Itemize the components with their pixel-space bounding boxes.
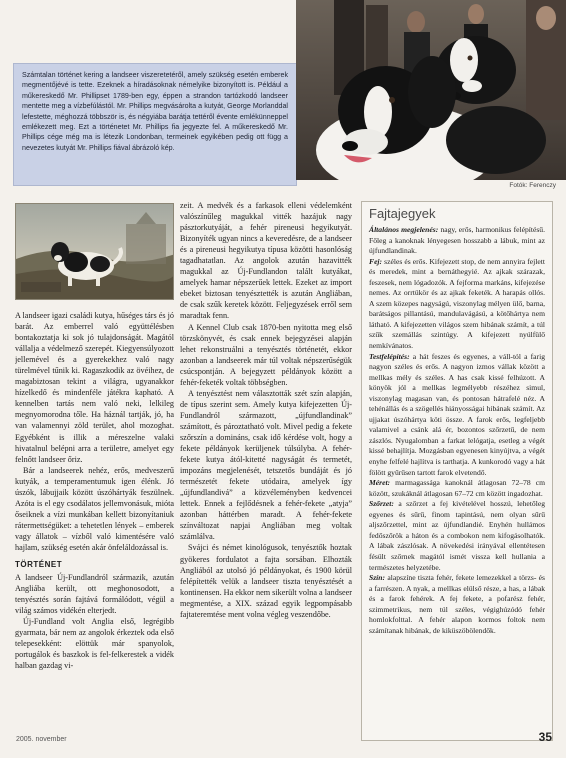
page-number: 35	[538, 730, 552, 744]
standard-text: széles és erős. Kifejezett stop, de nem annyira fejlett és meredek, mint a bernáthegyié. Az ajkak szárazak, feszesek, nem lógadozók. A fejforma markáns, kifejezése nemes. Az orrtükör és az ajkak feketék. A harapás ollós. A szem közepes nagyságú, viszonylag mélyen ülő, barna, barátságos pillantású, mandulavágású, a kötőhártya nem látható. A kifejezetten világos szem hibának számít, a túl szűk szemállás szintúgy. A kifejezett nyúlfülő nemkívánatos.	[369, 256, 545, 351]
standard-item	[369, 478, 545, 499]
issue-date: 2005. november	[16, 736, 67, 743]
paragraph: Svájci és német kinológusok, tenyésztők hoztak gyökeres fordulatot a fajta sorsában. Elhozták Angliából az utolsó jó példányokat, és 1900 körül felépítették velük a landseer tiszta tenyésztését a kontinensen. Ha ekkor nem sikerült volna a landseer megmentése, a XIX. század egyik legpompásabb fajtateremtése ment volna végleg veszendőbe.	[180, 543, 352, 619]
standard-item	[369, 499, 545, 573]
standard-text: alapszíne tiszta fehér, fekete lemezekkel a törzs- és a farrészen. A nyak, a mellkas elülső része, a has, a lábak és a farok fehérek. A fej fekete, a pofarész fehér, szimmetrikus, nem túl széles, végighúzódó fehér homlokfolttal. A fehér alapon kormos foltok nem számítanak hibának, de kiküszöbölendők.	[369, 573, 545, 635]
section-heading-history: TÖRTÉNET	[15, 560, 63, 570]
standard-item	[369, 225, 545, 257]
standard-text: a hát feszes és egyenes, a váll-tól a farig nagyon széles és erős. A nagyon izmos vállak között a mellkas mély és széles. A has csak kissé felhúzott. A könyök jól a mellkas legmélyebb részéhez simul, viszonylag magasan van, és pontosan hátrafelé néz. A tehénállás és a szögellés hiányosságai hibának számít. Az ujjakat úszóhártya köti össze. A farok erős, legfeljebb valamivel a csánk alá ér, bozontos szőrzetű, de nem zászlós. Nyugalomban a farkat lelógatja, esetleg a végét kissé behajlítja. Mozgásban egyenesen kinyújtva, a végét enyhe felfelé hajlítva is tarthatja. A kunkorodó vagy a hát fölött gyűrűsen tartott farok elvetendő.	[369, 351, 545, 477]
intro-box	[13, 63, 297, 186]
standard-text: a szőrzet a fej kivételével hosszú, lehetőleg egyenes és sűrű, finom tapintású, nem olyan sűrű aljszőrzettel, mint az újfundlandié. Enyhén hullámos fedőszőrök a háton és a combokon nem kifogásolhatók. A lábak zászlósak. A növekedési irányával ellentétesen fésült szőrnek magától ismét vissza kell hullania a természetes helyzetébe.	[369, 499, 545, 572]
photo-credit: Fotók: Ferenczy	[509, 182, 556, 189]
landseer-painting	[15, 203, 174, 300]
paragraph: A landseer igazi családi kutya, hűséges társ és jó barát. Az emberrel való együttélésben bontakoztatja ki sok jó tulajdonságát. Magától vállalja a védelmező szerepét. Kiegyensúlyozott jellemével és a gyerekekhez való nagy türelmével tűnik ki. Ragaszkodik az övéihez, de magabiztosan tekint a világra, ugyanakkor hízelkedő és mindenféle játékra kapható. A kennelben tartás nem való neki, lelkileg megnyomorodna tőle. Ha háznál tartják, jó, ha van valamennyi zöld terület, ahol mozoghat. Egyébként is illik a méreszelne valaki hivatalnul belépni arra a területre, amelyet egy felnőtt landseer őriz.	[15, 311, 174, 464]
paragraph: Új-Fundland volt Anglia első, legrégibb gyarmata, bár nem az angolok érkeztek oda első telepesekként: elöttük már spanyolok, portugálok és baszkok is fel-felkerestek a vidék halban gazdag vi-	[15, 617, 174, 671]
article-column-1	[15, 310, 174, 742]
breed-standard-sidebar	[361, 201, 553, 741]
paragraph: A tenyésztést nem választották szét szín alapján, de típus szerint sem. Amely kutya kifejezetten Új-Fundlandról származott, „újfundlandinak” számított, és pároztatható volt. Mivel pedig a fekete szőrszín a domináns, csak idő kérdése volt, hogy a fekete példányok kerüljenek túlsúlyba. A fehér-fekete kutya ától-kitetté nagyságát és termetét, impozáns megjelenését, tetszetős bundáját és jó természetét fekete utódaira, amelyek így „újfundlandivá” a közvéleményben kedvencei lettek. Ennek a fejlődésnek a fehér-fekete „atyja” azonban háttérben maradt. A fehér-fekete színváltozat napjai Angliában meg voltak számlálva.	[180, 388, 352, 542]
paragraph: A Kennel Club csak 1870-ben nyitotta meg első törzskönyvét, és csak ennek bejegyzései alapján lehet rekonstruálni a tenyésztés történetét, ekkor azonban a landseerek már túl voltak népszerűségük csúcspontján. A bejegyzett példányok között a fehér-feketék voltak többségben.	[180, 322, 352, 387]
standard-label: Testfelépítés:	[369, 351, 410, 361]
landseer-dogs-photo	[296, 0, 566, 180]
intro-text: Számtalan történet kering a landseer viszeretetéről, amely szükség esetén emberek megmentőjévé is tette. Ezeknek a híradásoknak némelyike bizonyított is. Például a műkereskedő Mr. Phillipset 1789-ben egy, éppen a strandon tartózkodó landseer mentette meg a vízbefúlástól. Mr. Phillips megvásárolta a kutyát, George Morlanddal lefestette, méghozzá többször is, és négyiába barátja tettéről évente emlékünneppel emlékezett meg. Ezt a történetet Mr. Phillips fia jegyezte fel. A műkereskedő Mr. Phillips cége még ma is létezik Londonban, termeinek egyikében pedig ott függ a nevezetes kutyát Mr. Phillips fiával ábrázoló kép.	[22, 71, 288, 152]
article-column-2	[180, 200, 352, 745]
standard-item	[369, 352, 545, 479]
standard-label: Szín:	[369, 573, 386, 583]
standard-label: Általános megjelenés:	[369, 225, 439, 234]
sidebar-body	[369, 225, 545, 636]
standard-text: nagy, erős, harmonikus felépítésű. Főleg a kanoknak lényegesen hosszabb a lábuk, mint az újfundlandinak.	[369, 225, 545, 256]
standard-label: Fej:	[369, 256, 383, 266]
standard-item	[369, 257, 545, 352]
paragraph: zeit. A medvék és a farkasok elleni védelemként valószínűleg magukkal vitték hazájuk nagy pásztorkutyáját, a fehér pireneusi hegyikutyát. Bizonyíték ugyan nincs a keveredésre, de a landseer és a pireneusi hegyikutya típusa közötti hasonlóság tagadhatatlan. Az angolok azután hazavitték magukkal az Új-Fundlandon talált kutyákat, amelyek hamar népszerűek lettek. Ezeket az import ebeket biztosan tenyésztették is azután Angliában, de csak szűk keretek között. Feljegyzések erről sem maradtak fenn.	[180, 201, 352, 321]
sidebar-title: Fajtajegyek	[369, 206, 436, 221]
standard-item	[369, 573, 545, 636]
standard-label: Szőrzet:	[369, 499, 394, 509]
paragraph: A landseer Új-Fundlandról származik, azután Angliába került, ott meghonosodott, a tenyésztés során fajtává formálódott, végül a világ számos vidékén elterjedt.	[15, 573, 174, 616]
standard-label: Méret:	[369, 478, 391, 488]
paragraph: Bár a landseerek nehéz, erős, medveszerű kutyák, a temperamentumuk igen élénk. Jó úszók, lábujjaik között úszóhártyák feszülnek. Azóta is el egy csodálatos jellemvonásuk, mióta őseiknek a vízi munkában kellett bizonyítaniuk rátermettségüket: a tehetetlen lények – emberek vagy állatok – vízből való kimentésére való hajlam, szükség esetén akár önfeláldozással is.	[15, 465, 174, 552]
standard-text: marmagassága kanoknál átlagosan 72–78 cm között, szukáknál átlagosan 67–72 cm között ingadozhat.	[369, 478, 545, 498]
